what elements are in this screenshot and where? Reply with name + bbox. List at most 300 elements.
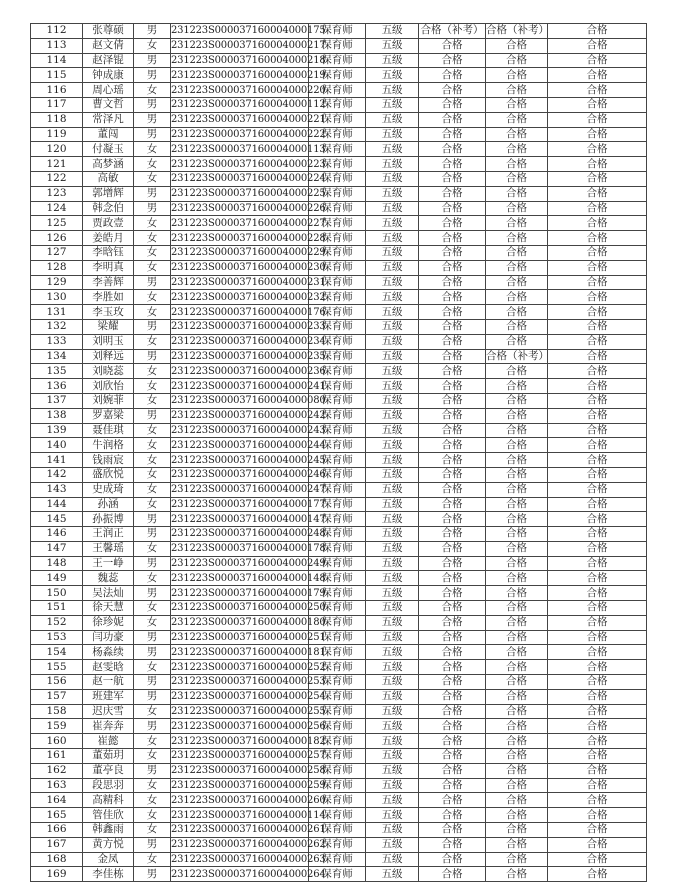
- gender-cell: 女: [134, 290, 171, 305]
- gender-cell: 男: [134, 556, 171, 571]
- skill-result-cell: 合格: [486, 763, 548, 778]
- certificate-id-cell: 231223S000037160004000231: [171, 276, 326, 288]
- occupation-cell: 保育师: [309, 245, 366, 260]
- table-row: [31, 793, 647, 808]
- name-cell: 孙涵: [83, 497, 134, 512]
- table-row: [31, 749, 647, 764]
- gender-cell: 女: [134, 482, 171, 497]
- level-cell: 五级: [366, 512, 419, 527]
- occupation-cell: 保育师: [309, 171, 366, 186]
- level-cell: 五级: [366, 201, 419, 216]
- certificate-id-cell: 231223S000037160004000247: [171, 484, 326, 496]
- level-cell: 五级: [366, 556, 419, 571]
- level-cell: 五级: [366, 704, 419, 719]
- gender-cell: 男: [134, 112, 171, 127]
- row-number-cell: 161: [31, 749, 83, 764]
- certificate-id-cell: 231223S000037160004000177: [171, 498, 326, 510]
- theory-result-cell: 合格: [419, 245, 486, 260]
- table-row: [31, 68, 647, 83]
- certificate-id-cell: 231223S000037160004000254: [171, 691, 326, 703]
- overall-result-cell: 合格: [548, 571, 647, 586]
- overall-result-cell: 合格: [548, 867, 647, 882]
- level-cell: 五级: [366, 867, 419, 882]
- table-row: [31, 53, 647, 68]
- theory-result-cell: 合格: [419, 349, 486, 364]
- gender-cell: 女: [134, 541, 171, 556]
- name-cell: 金凤: [83, 852, 134, 867]
- name-cell: 董茹玥: [83, 749, 134, 764]
- name-cell: 牛润格: [83, 438, 134, 453]
- theory-result-cell: 合格: [419, 157, 486, 172]
- theory-result-cell: 合格: [419, 719, 486, 734]
- table-row: [31, 171, 647, 186]
- skill-result-cell: 合格: [486, 290, 548, 305]
- name-cell: 盛欣悦: [83, 467, 134, 482]
- theory-result-cell: 合格: [419, 586, 486, 601]
- skill-result-cell: 合格: [486, 689, 548, 704]
- certificate-id-cell: 231223S000037160004000217: [171, 40, 326, 52]
- skill-result-cell: 合格: [486, 645, 548, 660]
- occupation-cell: 保育师: [309, 586, 366, 601]
- certificate-id-cell: 231223S000037160004000230: [171, 262, 326, 274]
- occupation-cell: 保育师: [309, 763, 366, 778]
- occupation-cell: 保育师: [309, 571, 366, 586]
- row-number-cell: 122: [31, 171, 83, 186]
- level-cell: 五级: [366, 689, 419, 704]
- gender-cell: 女: [134, 808, 171, 823]
- row-number-cell: 153: [31, 630, 83, 645]
- overall-result-cell: 合格: [548, 512, 647, 527]
- name-cell: 徐珍妮: [83, 615, 134, 630]
- gender-cell: 女: [134, 601, 171, 616]
- table-row: [31, 586, 647, 601]
- skill-result-cell: 合格: [486, 216, 548, 231]
- occupation-cell: 保育师: [309, 38, 366, 53]
- level-cell: 五级: [366, 527, 419, 542]
- gender-cell: 男: [134, 645, 171, 660]
- occupation-cell: 保育师: [309, 704, 366, 719]
- level-cell: 五级: [366, 734, 419, 749]
- occupation-cell: 保育师: [309, 349, 366, 364]
- row-number-cell: 120: [31, 142, 83, 157]
- name-cell: 黄方悦: [83, 837, 134, 852]
- gender-cell: 女: [134, 438, 171, 453]
- overall-result-cell: 合格: [548, 186, 647, 201]
- row-number-cell: 131: [31, 305, 83, 320]
- row-number-cell: 130: [31, 290, 83, 305]
- certificate-id-cell: 231223S000037160004000226: [171, 202, 326, 214]
- table-row: [31, 319, 647, 334]
- theory-result-cell: 合格: [419, 305, 486, 320]
- level-cell: 五级: [366, 408, 419, 423]
- name-cell: 李玉玫: [83, 305, 134, 320]
- row-number-cell: 126: [31, 231, 83, 246]
- gender-cell: 男: [134, 201, 171, 216]
- overall-result-cell: 合格: [548, 734, 647, 749]
- gender-cell: 女: [134, 364, 171, 379]
- certificate-id-cell: 231223S000037160004000250: [171, 602, 326, 614]
- gender-cell: 女: [134, 83, 171, 98]
- level-cell: 五级: [366, 68, 419, 83]
- skill-result-cell: 合格: [486, 438, 548, 453]
- level-cell: 五级: [366, 719, 419, 734]
- table-row: [31, 201, 647, 216]
- gender-cell: 女: [134, 260, 171, 275]
- row-number-cell: 132: [31, 319, 83, 334]
- occupation-cell: 保育师: [309, 24, 366, 39]
- table-row: [31, 704, 647, 719]
- occupation-cell: 保育师: [309, 541, 366, 556]
- level-cell: 五级: [366, 778, 419, 793]
- certificate-id-cell: 231223S000037160004000080: [171, 395, 326, 407]
- theory-result-cell: 合格: [419, 290, 486, 305]
- theory-result-cell: 合格: [419, 231, 486, 246]
- row-number-cell: 139: [31, 423, 83, 438]
- skill-result-cell: 合格: [486, 275, 548, 290]
- gender-cell: 男: [134, 512, 171, 527]
- table-row: [31, 778, 647, 793]
- certificate-id-cell: 231223S000037160004000147: [171, 513, 326, 525]
- overall-result-cell: 合格: [548, 482, 647, 497]
- gender-cell: 女: [134, 467, 171, 482]
- row-number-cell: 164: [31, 793, 83, 808]
- skill-result-cell: 合格: [486, 260, 548, 275]
- theory-result-cell: 合格: [419, 571, 486, 586]
- name-cell: 段思羽: [83, 778, 134, 793]
- gender-cell: 女: [134, 497, 171, 512]
- gender-cell: 女: [134, 571, 171, 586]
- occupation-cell: 保育师: [309, 112, 366, 127]
- occupation-cell: 保育师: [309, 68, 366, 83]
- theory-result-cell: 合格: [419, 541, 486, 556]
- overall-result-cell: 合格: [548, 393, 647, 408]
- overall-result-cell: 合格: [548, 541, 647, 556]
- table-row: [31, 556, 647, 571]
- theory-result-cell: 合格: [419, 127, 486, 142]
- occupation-cell: 保育师: [309, 260, 366, 275]
- occupation-cell: 保育师: [309, 453, 366, 468]
- theory-result-cell: 合格: [419, 97, 486, 112]
- name-cell: 李明真: [83, 260, 134, 275]
- level-cell: 五级: [366, 290, 419, 305]
- level-cell: 五级: [366, 541, 419, 556]
- name-cell: 王润正: [83, 527, 134, 542]
- table-row: [31, 852, 647, 867]
- level-cell: 五级: [366, 497, 419, 512]
- theory-result-cell: 合格: [419, 364, 486, 379]
- table-row: [31, 763, 647, 778]
- occupation-cell: 保育师: [309, 97, 366, 112]
- level-cell: 五级: [366, 852, 419, 867]
- theory-result-cell: 合格: [419, 38, 486, 53]
- name-cell: 刘婉菲: [83, 393, 134, 408]
- skill-result-cell: 合格: [486, 334, 548, 349]
- overall-result-cell: 合格: [548, 349, 647, 364]
- gender-cell: 女: [134, 157, 171, 172]
- overall-result-cell: 合格: [548, 231, 647, 246]
- level-cell: 五级: [366, 349, 419, 364]
- name-cell: 贾政壹: [83, 216, 134, 231]
- skill-result-cell: 合格: [486, 837, 548, 852]
- overall-result-cell: 合格: [548, 808, 647, 823]
- level-cell: 五级: [366, 186, 419, 201]
- skill-result-cell: 合格: [486, 379, 548, 394]
- certificate-id-cell: 231223S000037160004000245: [171, 454, 326, 466]
- skill-result-cell: 合格: [486, 38, 548, 53]
- row-number-cell: 113: [31, 38, 83, 53]
- skill-result-cell: 合格: [486, 778, 548, 793]
- overall-result-cell: 合格: [548, 364, 647, 379]
- table-row: [31, 379, 647, 394]
- occupation-cell: 保育师: [309, 778, 366, 793]
- skill-result-cell: 合格: [486, 601, 548, 616]
- theory-result-cell: 合格: [419, 704, 486, 719]
- table-row: [31, 38, 647, 53]
- level-cell: 五级: [366, 379, 419, 394]
- name-cell: 赵泽锟: [83, 53, 134, 68]
- gender-cell: 女: [134, 216, 171, 231]
- occupation-cell: 保育师: [309, 823, 366, 838]
- level-cell: 五级: [366, 53, 419, 68]
- theory-result-cell: 合格: [419, 497, 486, 512]
- occupation-cell: 保育师: [309, 512, 366, 527]
- level-cell: 五级: [366, 231, 419, 246]
- overall-result-cell: 合格: [548, 689, 647, 704]
- gender-cell: 女: [134, 704, 171, 719]
- gender-cell: 男: [134, 837, 171, 852]
- occupation-cell: 保育师: [309, 408, 366, 423]
- occupation-cell: 保育师: [309, 719, 366, 734]
- table-row: [31, 24, 647, 39]
- theory-result-cell: 合格: [419, 142, 486, 157]
- name-cell: 常泽凡: [83, 112, 134, 127]
- overall-result-cell: 合格: [548, 586, 647, 601]
- gender-cell: 男: [134, 675, 171, 690]
- gender-cell: 女: [134, 305, 171, 320]
- certificate-id-cell: 231223S000037160004000235: [171, 350, 326, 362]
- level-cell: 五级: [366, 645, 419, 660]
- row-number-cell: 165: [31, 808, 83, 823]
- level-cell: 五级: [366, 305, 419, 320]
- gender-cell: 女: [134, 171, 171, 186]
- row-number-cell: 118: [31, 112, 83, 127]
- occupation-cell: 保育师: [309, 216, 366, 231]
- theory-result-cell: 合格: [419, 601, 486, 616]
- level-cell: 五级: [366, 83, 419, 98]
- level-cell: 五级: [366, 749, 419, 764]
- skill-result-cell: 合格: [486, 53, 548, 68]
- certificate-id-cell: 231223S000037160004000224: [171, 173, 326, 185]
- theory-result-cell: 合格: [419, 171, 486, 186]
- occupation-cell: 保育师: [309, 334, 366, 349]
- occupation-cell: 保育师: [309, 645, 366, 660]
- occupation-cell: 保育师: [309, 793, 366, 808]
- level-cell: 五级: [366, 157, 419, 172]
- results-table: [30, 23, 647, 882]
- certificate-id-cell: 231223S000037160004000228: [171, 232, 326, 244]
- gender-cell: 女: [134, 615, 171, 630]
- level-cell: 五级: [366, 364, 419, 379]
- certificate-id-cell: 231223S000037160004000225: [171, 188, 326, 200]
- table-row: [31, 83, 647, 98]
- table-row: [31, 423, 647, 438]
- certificate-id-cell: 231223S000037160004000221: [171, 114, 326, 126]
- occupation-cell: 保育师: [309, 630, 366, 645]
- gender-cell: 男: [134, 689, 171, 704]
- row-number-cell: 121: [31, 157, 83, 172]
- table-row: [31, 453, 647, 468]
- theory-result-cell: 合格: [419, 808, 486, 823]
- occupation-cell: 保育师: [309, 319, 366, 334]
- overall-result-cell: 合格: [548, 216, 647, 231]
- table-row: [31, 675, 647, 690]
- skill-result-cell: 合格: [486, 186, 548, 201]
- certificate-id-cell: 231223S000037160004000258: [171, 765, 326, 777]
- theory-result-cell: 合格（补考）: [420, 24, 484, 37]
- overall-result-cell: 合格: [548, 527, 647, 542]
- skill-result-cell: 合格: [486, 556, 548, 571]
- name-cell: 高梦涵: [83, 157, 134, 172]
- row-number-cell: 119: [31, 127, 83, 142]
- row-number-cell: 149: [31, 571, 83, 586]
- level-cell: 五级: [366, 630, 419, 645]
- table-row: [31, 408, 647, 423]
- gender-cell: 男: [134, 349, 171, 364]
- table-row: [31, 216, 647, 231]
- skill-result-cell: 合格: [486, 142, 548, 157]
- level-cell: 五级: [366, 142, 419, 157]
- theory-result-cell: 合格: [419, 482, 486, 497]
- skill-result-cell: 合格: [486, 393, 548, 408]
- skill-result-cell: 合格: [486, 423, 548, 438]
- row-number-cell: 123: [31, 186, 83, 201]
- skill-result-cell: 合格: [486, 749, 548, 764]
- gender-cell: 男: [134, 527, 171, 542]
- gender-cell: 女: [134, 231, 171, 246]
- gender-cell: 女: [134, 852, 171, 867]
- occupation-cell: 保育师: [309, 808, 366, 823]
- skill-result-cell: 合格: [486, 541, 548, 556]
- gender-cell: 男: [134, 408, 171, 423]
- table-row: [31, 142, 647, 157]
- table-row: [31, 393, 647, 408]
- certificate-id-cell: 231223S000037160004000112: [171, 99, 326, 111]
- row-number-cell: 163: [31, 778, 83, 793]
- overall-result-cell: 合格: [548, 171, 647, 186]
- theory-result-cell: 合格: [419, 53, 486, 68]
- table-row: [31, 734, 647, 749]
- occupation-cell: 保育师: [309, 527, 366, 542]
- table-row: [31, 260, 647, 275]
- level-cell: 五级: [366, 660, 419, 675]
- skill-result-cell: 合格: [486, 660, 548, 675]
- certificate-id-cell: 231223S000037160004000257: [171, 750, 326, 762]
- row-number-cell: 168: [31, 852, 83, 867]
- level-cell: 五级: [366, 216, 419, 231]
- name-cell: 李善辉: [83, 275, 134, 290]
- table-row: [31, 615, 647, 630]
- row-number-cell: 155: [31, 660, 83, 675]
- occupation-cell: 保育师: [309, 393, 366, 408]
- level-cell: 五级: [366, 793, 419, 808]
- occupation-cell: 保育师: [309, 379, 366, 394]
- name-cell: 董闯: [83, 127, 134, 142]
- skill-result-cell: 合格（补考）: [486, 349, 549, 362]
- overall-result-cell: 合格: [548, 97, 647, 112]
- name-cell: 张尊硕: [83, 24, 134, 39]
- theory-result-cell: 合格: [419, 68, 486, 83]
- gender-cell: 女: [134, 38, 171, 53]
- name-cell: 付凝玉: [83, 142, 134, 157]
- overall-result-cell: 合格: [548, 793, 647, 808]
- table-row: [31, 275, 647, 290]
- theory-result-cell: 合格: [419, 216, 486, 231]
- overall-result-cell: 合格: [548, 127, 647, 142]
- theory-result-cell: 合格: [419, 423, 486, 438]
- overall-result-cell: 合格: [548, 83, 647, 98]
- overall-result-cell: 合格: [548, 778, 647, 793]
- skill-result-cell: 合格: [486, 630, 548, 645]
- certificate-id-cell: 231223S000037160004000251: [171, 632, 326, 644]
- table-row: [31, 290, 647, 305]
- table-row: [31, 364, 647, 379]
- name-cell: 赵雯晗: [83, 660, 134, 675]
- occupation-cell: 保育师: [309, 601, 366, 616]
- occupation-cell: 保育师: [309, 423, 366, 438]
- table-row: [31, 837, 647, 852]
- row-number-cell: 157: [31, 689, 83, 704]
- occupation-cell: 保育师: [309, 438, 366, 453]
- certificate-id-cell: 231223S000037160004000175: [171, 25, 326, 37]
- overall-result-cell: 合格: [548, 319, 647, 334]
- level-cell: 五级: [366, 423, 419, 438]
- name-cell: 崔奔奔: [83, 719, 134, 734]
- row-number-cell: 162: [31, 763, 83, 778]
- overall-result-cell: 合格: [548, 837, 647, 852]
- name-cell: 闫功豪: [83, 630, 134, 645]
- theory-result-cell: 合格: [419, 823, 486, 838]
- table-row: [31, 719, 647, 734]
- overall-result-cell: 合格: [548, 615, 647, 630]
- theory-result-cell: 合格: [419, 675, 486, 690]
- gender-cell: 女: [134, 749, 171, 764]
- gender-cell: 女: [134, 660, 171, 675]
- overall-result-cell: 合格: [548, 497, 647, 512]
- theory-result-cell: 合格: [419, 512, 486, 527]
- name-cell: 刘明玉: [83, 334, 134, 349]
- skill-result-cell: 合格: [486, 852, 548, 867]
- name-cell: 崔懿: [83, 734, 134, 749]
- skill-result-cell: 合格: [486, 482, 548, 497]
- certificate-id-cell: 231223S000037160004000234: [171, 336, 326, 348]
- row-number-cell: 115: [31, 68, 83, 83]
- overall-result-cell: 合格: [548, 260, 647, 275]
- overall-result-cell: 合格: [548, 24, 647, 39]
- table-row: [31, 438, 647, 453]
- row-number-cell: 146: [31, 527, 83, 542]
- name-cell: 刘释远: [83, 349, 134, 364]
- occupation-cell: 保育师: [309, 660, 366, 675]
- certificate-id-cell: 231223S000037160004000262: [171, 839, 326, 851]
- theory-result-cell: 合格: [419, 734, 486, 749]
- table-row: [31, 467, 647, 482]
- table-row: [31, 305, 647, 320]
- theory-result-cell: 合格: [419, 201, 486, 216]
- gender-cell: 女: [134, 453, 171, 468]
- gender-cell: 男: [134, 97, 171, 112]
- row-number-cell: 152: [31, 615, 83, 630]
- skill-result-cell: 合格: [486, 127, 548, 142]
